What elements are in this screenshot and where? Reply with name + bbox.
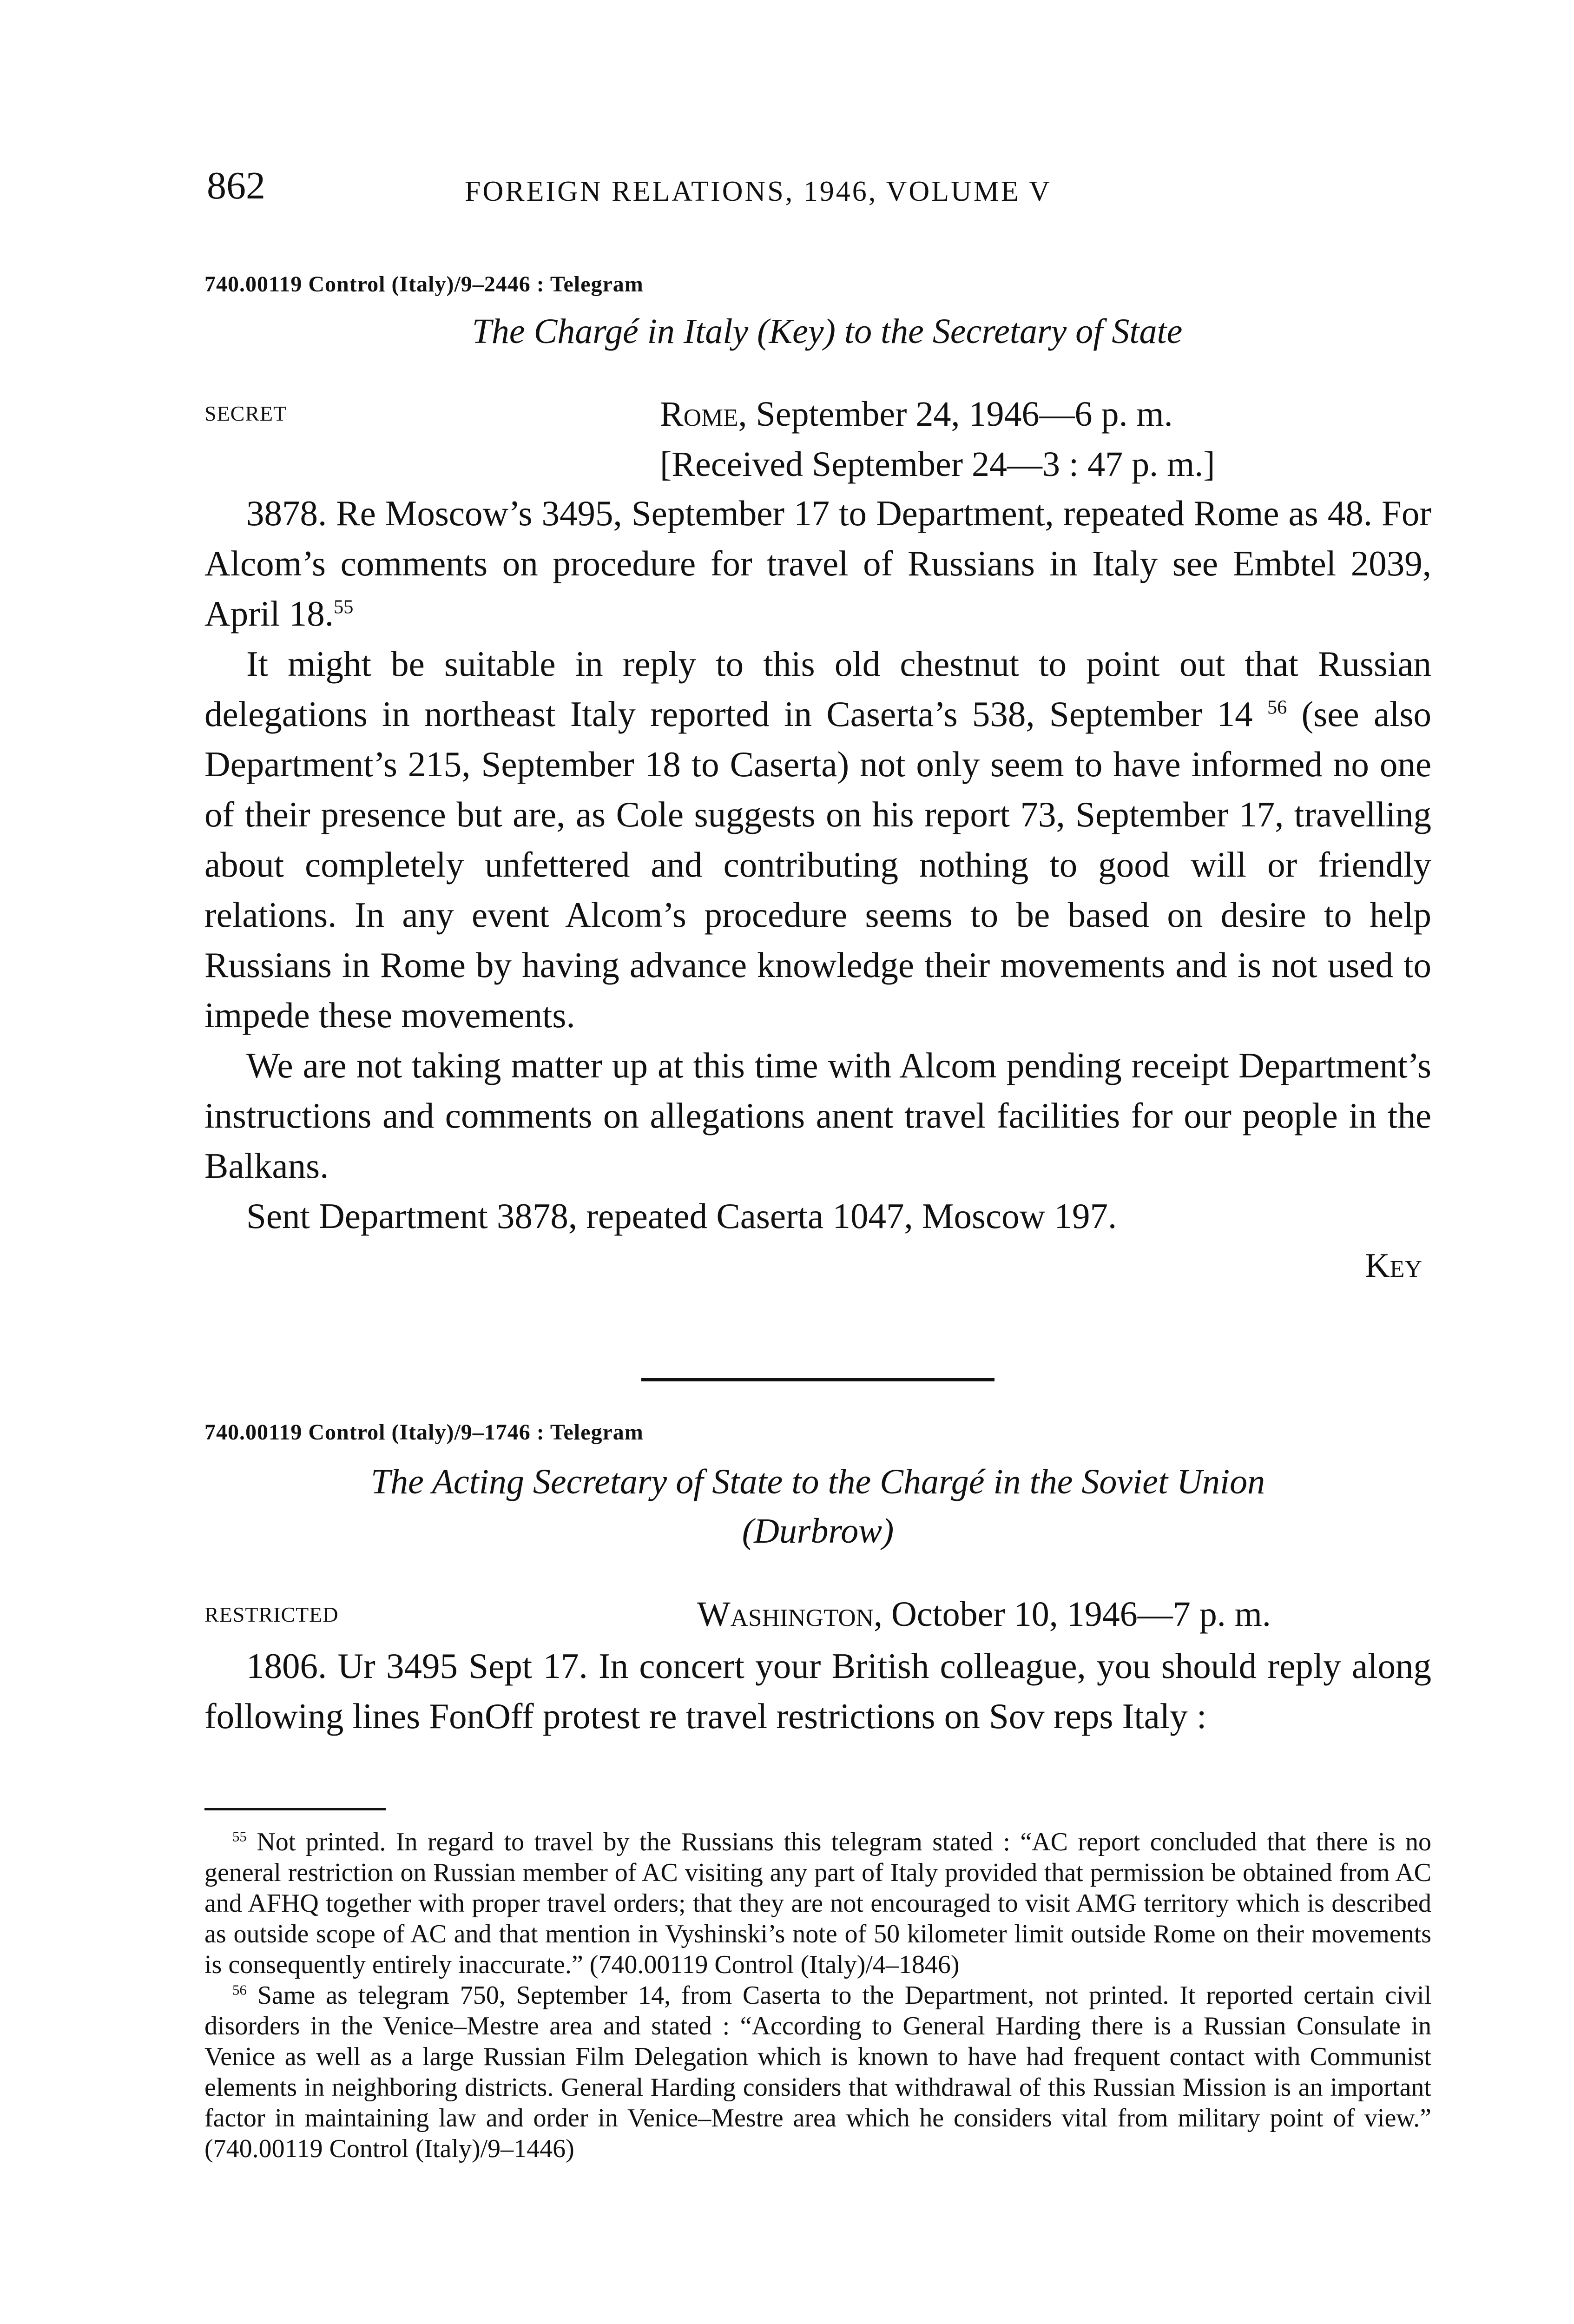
doc1-classification-row — [204, 390, 1431, 441]
doc2-paragraph-1: 1806. Ur 3495 Sept 17. In concert your British colleague, you should reply along following lines FonOff protest re travel restrictions on Sov reps Italy : — [204, 1646, 1431, 1736]
doc1-dateline — [660, 390, 1422, 439]
footnote-ref-55: 55 — [334, 596, 354, 618]
doc2-classification-row — [204, 1590, 1431, 1641]
footnote-55-marker: 55 — [232, 1829, 247, 1845]
doc2-title — [204, 1457, 1431, 1556]
running-title: FOREIGN RELATIONS, 1946, VOLUME V — [465, 176, 1052, 207]
footnote-55-text: Not printed. In regard to travel by the Russians this telegram stated : “AC report concluded that there is no general restriction on Russian member of AC visiting any part of Italy provided that permission be obtained from AC and AFHQ together with proper travel orders; that they are not encouraged to visit AMG territory which is described as outside scope of AC and that mention in Vyshinski’s note of 50 kilometer limit outside Rome on their movements is consequently entirely inaccurate.” (740.00119 Control (Italy)/4–1846) — [204, 1828, 1431, 1979]
doc2-dateline — [697, 1590, 1422, 1639]
footnote-55 — [204, 1827, 1431, 1980]
doc2-dateline-date: , October 10, 1946—7 p. m. — [873, 1595, 1271, 1634]
footnote-56 — [204, 1980, 1431, 2164]
footnote-rule — [204, 1808, 386, 1810]
doc1-paragraph-3: We are not taking matter up at this time with Alcom pending receipt Department’s instructions and comments on allegations anent travel facilities for our people in the Balkans. — [204, 1045, 1431, 1186]
doc2-classification: RESTRICTED — [204, 1603, 339, 1626]
doc1-paragraph-2-text-a: It might be suitable in reply to this old chestnut to point out that Russian delegations in northeast Italy reported in Caserta’s 538, September 14 — [204, 644, 1431, 734]
footnote-56-marker: 56 — [232, 1982, 247, 1998]
doc1-paragraph-1-text: 3878. Re Moscow’s 3495, September 17 to Department, repeated Rome as 48. For Alcom’s comments on procedure for travel of Russians in Italy see Embtel 2039, April 18. — [204, 493, 1431, 634]
doc1-paragraph-2 — [204, 639, 1431, 1040]
doc1-title: The Chargé in Italy (Key) to the Secretary of State — [472, 312, 1183, 351]
doc1-received: [Received September 24—3 : 47 p. m.] — [660, 445, 1215, 484]
doc1-body — [204, 488, 1431, 1290]
doc1-file-number: 740.00119 Control (Italy)/9–2446 : Telegram — [204, 272, 644, 297]
doc2-dateline-place: Washington — [697, 1595, 874, 1634]
doc1-signature: Key — [1365, 1247, 1422, 1285]
doc2-file-number: 740.00119 Control (Italy)/9–1746 : Telegram — [204, 1420, 644, 1445]
doc1-paragraph-1 — [204, 488, 1431, 639]
doc1-paragraph-4: Sent Department 3878, repeated Caserta 1047, Moscow 197. — [246, 1196, 1117, 1236]
footnotes — [204, 1827, 1431, 2164]
doc2-body — [204, 1641, 1431, 1741]
doc1-classification: SECRET — [204, 402, 287, 425]
doc2-title-line-1: The Acting Secretary of State to the Chargé in the Soviet Union — [370, 1462, 1265, 1501]
doc1-paragraph-2-text-b: (see also Department’s 215, September 18 to Caserta) not only seem to have informed no one of their presence but are, as Cole suggests on his report 73, September 17, travelling about completely unfettered and contributing nothing to good will or friendly relations. In any event Alcom’s procedure seems to be based on desire to help Russians in Rome by having advance knowledge their movements and is not used to impede these movements. — [204, 694, 1431, 1035]
document-separator-rule — [641, 1378, 994, 1381]
doc2-title-line-2: (Durbrow) — [742, 1512, 894, 1551]
footnote-ref-56: 56 — [1267, 696, 1287, 719]
doc1-received-row — [204, 440, 1431, 491]
footnote-56-text: Same as telegram 750, September 14, from Caserta to the Department, not printed. It reported certain civil disorders in the Venice–Mestre area and stated : “According to General Harding there is a Russian Consulate in Venice as well as a large Russian Film Delegation which is known to have had frequent contact with Communist elements in neighboring districts. General Harding considers that withdrawal of this Russian Mission is an important factor in maintaining law and order in Venice–Mestre area which he considers vital from military point of view.” (740.00119 Control (Italy)/9–1446) — [204, 1981, 1431, 2163]
doc1-dateline-date: , September 24, 1946—6 p. m. — [738, 395, 1173, 434]
page-number: 862 — [207, 164, 265, 207]
doc1-dateline-place: Rome — [660, 395, 738, 434]
